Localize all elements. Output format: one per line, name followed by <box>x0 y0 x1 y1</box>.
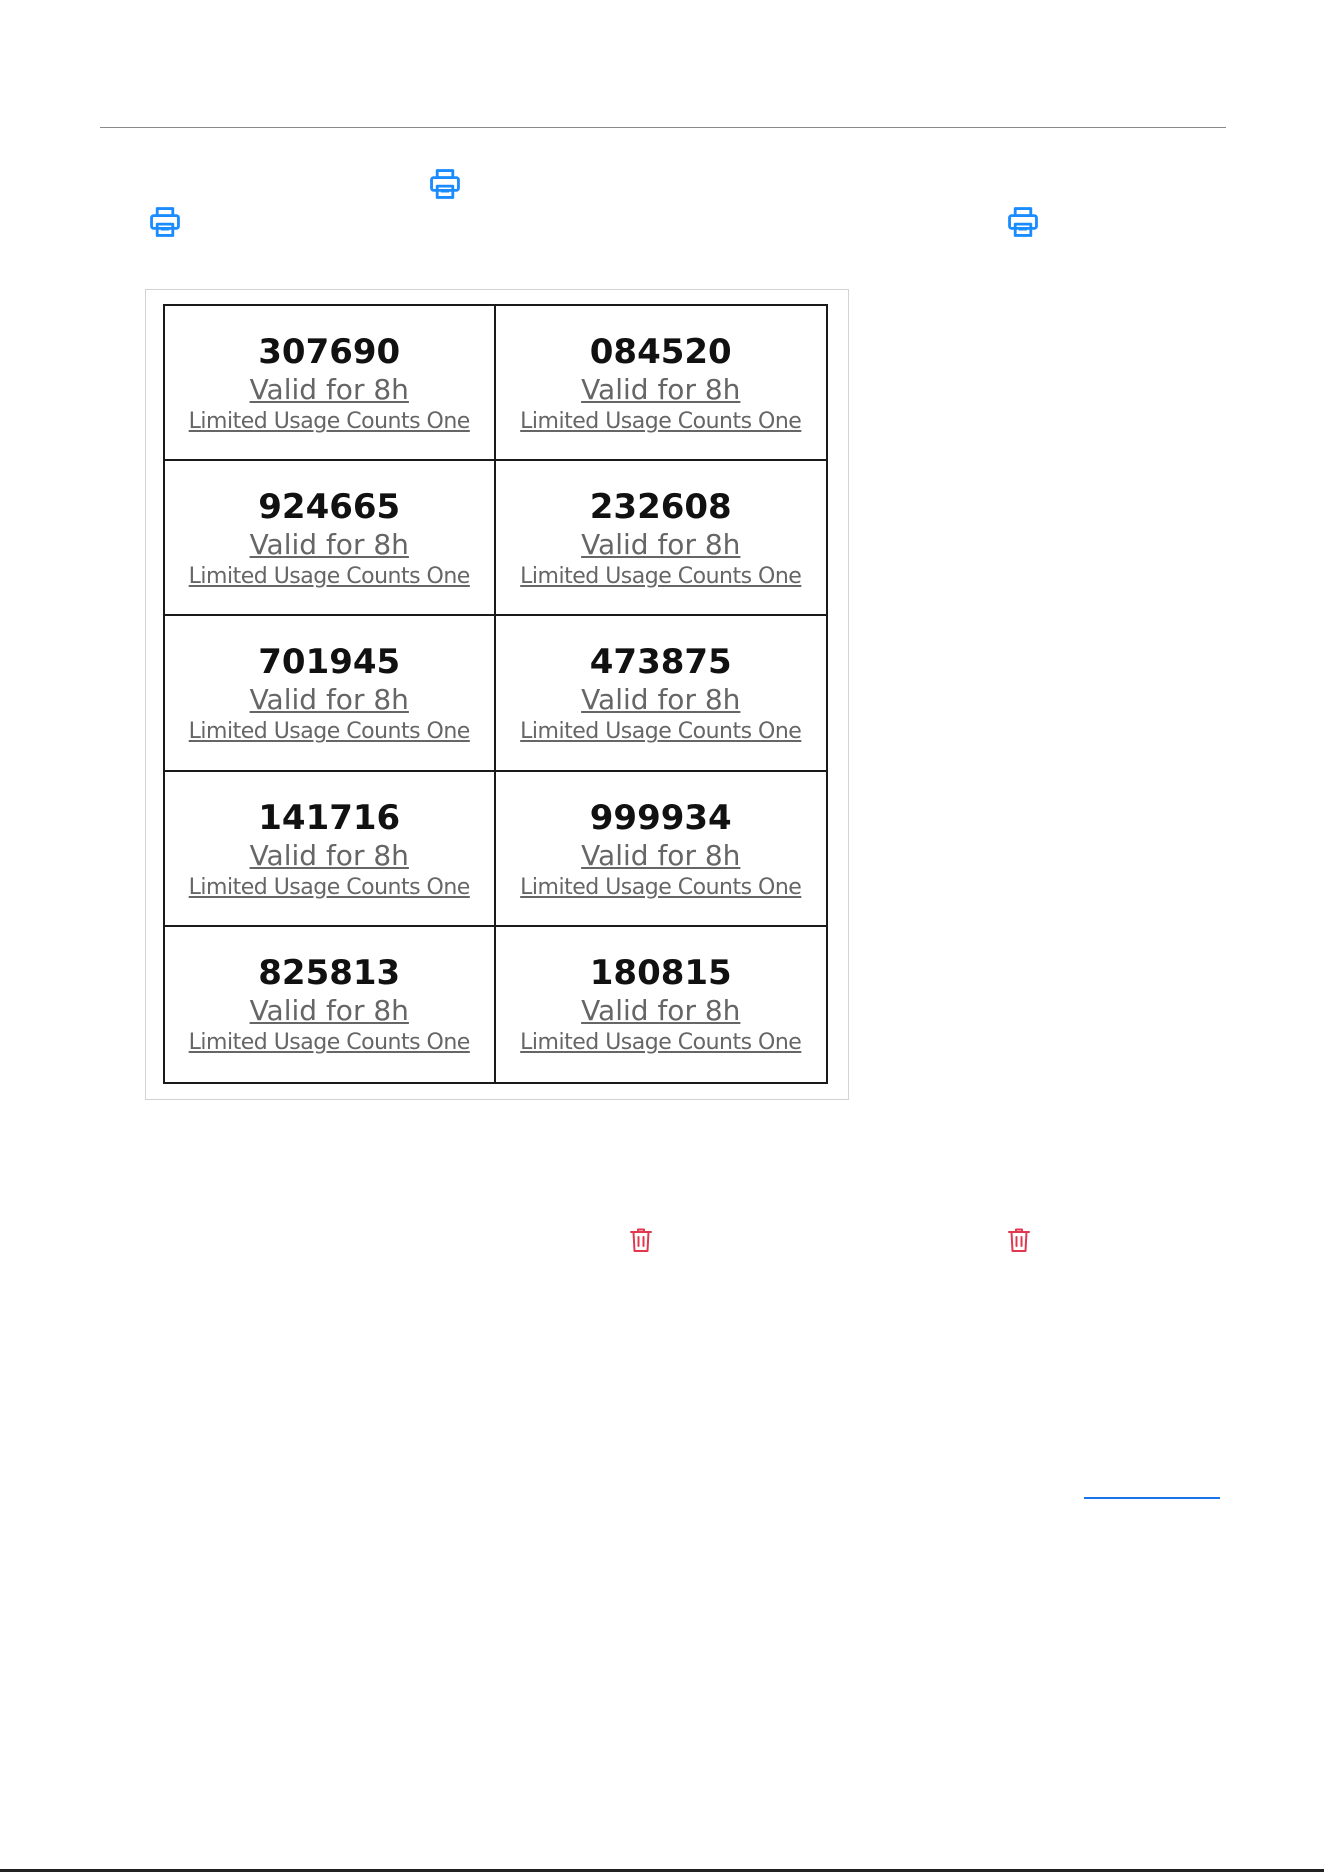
voucher-card <box>165 772 496 927</box>
voucher-validity: Valid for 8h <box>249 683 409 717</box>
voucher-code: 180815 <box>589 952 732 993</box>
voucher-code: 701945 <box>258 642 401 683</box>
voucher-code: 307690 <box>258 332 401 372</box>
voucher-code: 084520 <box>589 332 732 372</box>
voucher-print-preview <box>145 289 849 1100</box>
voucher-code: 232608 <box>589 487 732 528</box>
voucher-usage-limit: Limited Usage Counts One <box>188 874 470 900</box>
voucher-card <box>496 616 827 771</box>
voucher-validity: Valid for 8h <box>581 373 741 406</box>
voucher-usage-limit: Limited Usage Counts One <box>188 564 470 590</box>
voucher-usage-limit: Limited Usage Counts One <box>188 1029 470 1055</box>
voucher-usage-limit: Limited Usage Counts One <box>520 409 802 434</box>
voucher-usage-limit: Limited Usage Counts One <box>520 874 802 900</box>
voucher-card <box>165 616 496 771</box>
voucher-usage-limit: Limited Usage Counts One <box>520 719 802 745</box>
trash-icon[interactable] <box>629 1227 653 1253</box>
voucher-card <box>165 306 496 461</box>
print-icon[interactable] <box>148 205 182 239</box>
voucher-code: 825813 <box>258 952 401 993</box>
trash-icon[interactable] <box>1007 1227 1031 1253</box>
voucher-validity: Valid for 8h <box>249 838 409 872</box>
voucher-grid <box>163 304 828 1084</box>
voucher-usage-limit: Limited Usage Counts One <box>188 719 470 745</box>
voucher-code: 924665 <box>258 487 401 528</box>
voucher-validity: Valid for 8h <box>581 838 741 872</box>
voucher-code: 473875 <box>589 642 732 683</box>
voucher-validity: Valid for 8h <box>249 373 409 406</box>
print-icon[interactable] <box>1006 205 1040 239</box>
voucher-usage-limit: Limited Usage Counts One <box>188 409 470 434</box>
print-icon[interactable] <box>428 167 462 201</box>
voucher-usage-limit: Limited Usage Counts One <box>520 564 802 590</box>
voucher-validity: Valid for 8h <box>249 528 409 562</box>
voucher-code: 141716 <box>258 797 401 838</box>
top-divider <box>100 127 1226 128</box>
voucher-card <box>496 461 827 616</box>
voucher-validity: Valid for 8h <box>581 683 741 717</box>
link-underline[interactable] <box>1084 1497 1220 1499</box>
voucher-card <box>496 306 827 461</box>
voucher-code: 999934 <box>589 797 732 838</box>
voucher-validity: Valid for 8h <box>581 528 741 562</box>
voucher-usage-limit: Limited Usage Counts One <box>520 1029 802 1055</box>
voucher-card <box>165 927 496 1082</box>
voucher-validity: Valid for 8h <box>581 993 741 1027</box>
voucher-card <box>496 927 827 1082</box>
voucher-validity: Valid for 8h <box>249 993 409 1027</box>
voucher-card <box>165 461 496 616</box>
voucher-card <box>496 772 827 927</box>
